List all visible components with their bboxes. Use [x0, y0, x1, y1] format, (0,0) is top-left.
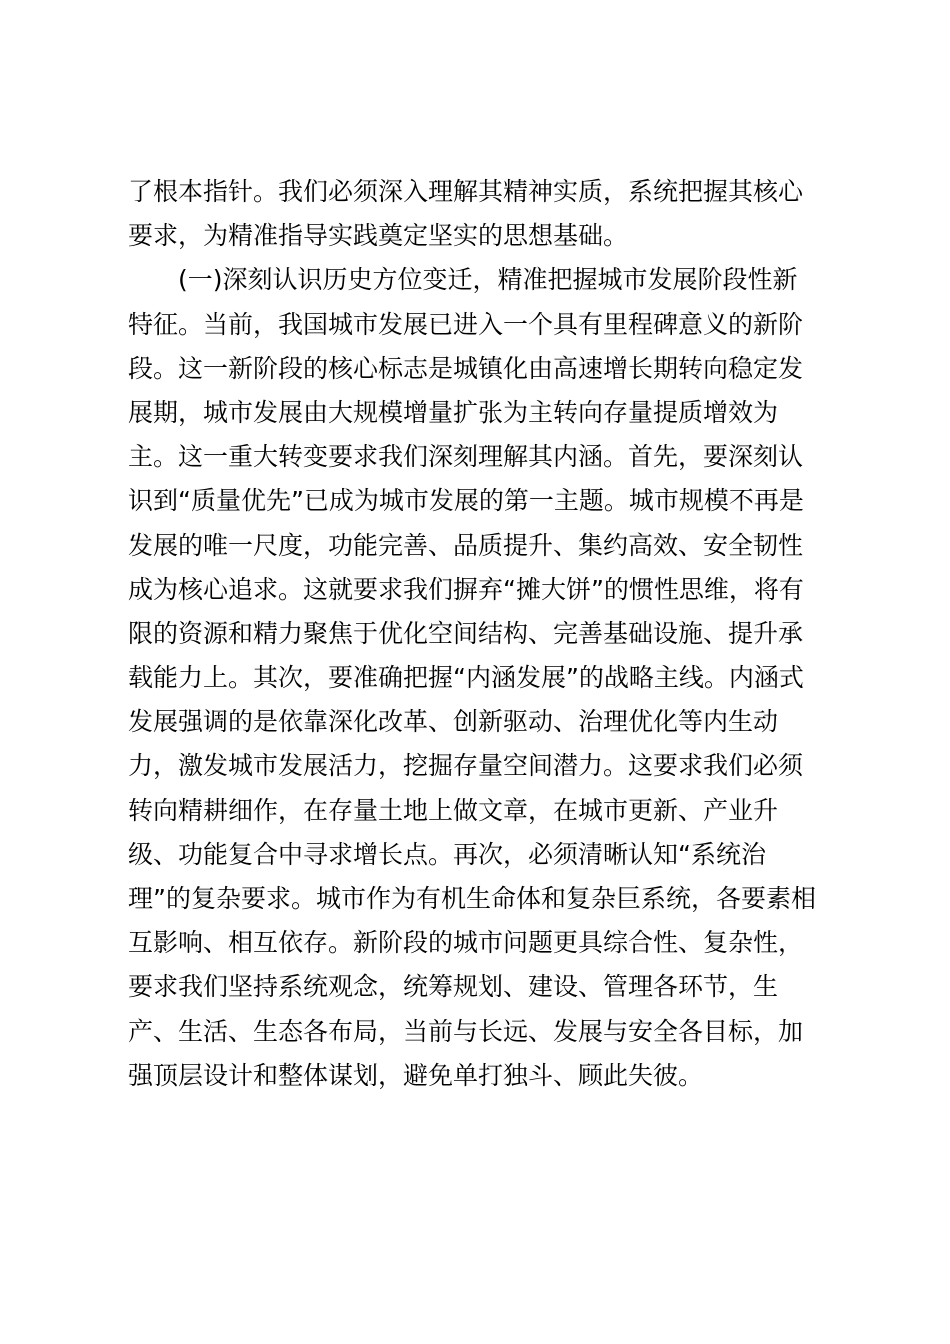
text-line: 限的资源和精力聚焦于优化空间结构、完善基础设施、提升承 [128, 618, 804, 648]
text-line: 主。这一重大转变要求我们深刻理解其内涵。首先，要深刻认 [128, 442, 804, 472]
body-text [128, 170, 840, 1098]
text-line: 展期，城市发展由大规模增量扩张为主转向存量提质增效为 [128, 397, 779, 427]
text-line: 发展的唯一尺度，功能完善、品质提升、集约高效、安全韧性 [128, 530, 804, 560]
text-line: 互影响、相互依存。新阶段的城市问题更具综合性、复杂性， [128, 928, 804, 958]
text-line: 理”的复杂要求。城市作为有机生命体和复杂巨系统，各要素相 [128, 884, 816, 913]
text-line: 载能力上。其次，要准确把握“内涵发展”的战略主线。内涵式 [128, 663, 804, 693]
text-line: 力，激发城市发展活力，挖掘存量空间潜力。这要求我们必须 [128, 751, 804, 781]
text-line: 成为核心追求。这就要求我们摒弃“摊大饼”的惯性思维，将有 [128, 574, 804, 604]
text-line: 特征。当前，我国城市发展已进入一个具有里程碑意义的新阶 [128, 309, 804, 339]
text-line: 要求我们坚持系统观念，统筹规划、建设、管理各环节，生 [128, 972, 779, 1002]
text-line: 要求，为精准指导实践奠定坚实的思想基础。 [128, 221, 629, 251]
text-line: 识到“质量优先”已成为城市发展的第一主题。城市规模不再是 [128, 486, 804, 516]
text-line: 强顶层设计和整体谋划，避免单打独斗、顾此失彼。 [128, 1060, 704, 1090]
text-line: 发展强调的是依靠深化改革、创新驱动、治理优化等内生动 [128, 707, 779, 737]
text-line: 了根本指针。我们必须深入理解其精神实质，系统把握其核心 [128, 177, 804, 206]
text-line: 段。这一新阶段的核心标志是城镇化由高速增长期转向稳定发 [128, 353, 804, 383]
text-line: 产、生活、生态各布局，当前与长远、发展与安全各目标，加 [128, 1016, 804, 1046]
text-line: 转向精耕细作，在存量土地上做文章，在城市更新、产业升 [128, 795, 779, 825]
text-line: 级、功能复合中寻求增长点。再次，必须清晰认知“系统治 [128, 839, 766, 869]
section-heading-line: (一)深刻认识历史方位变迁，精准把握城市发展阶段性新 [178, 265, 798, 295]
